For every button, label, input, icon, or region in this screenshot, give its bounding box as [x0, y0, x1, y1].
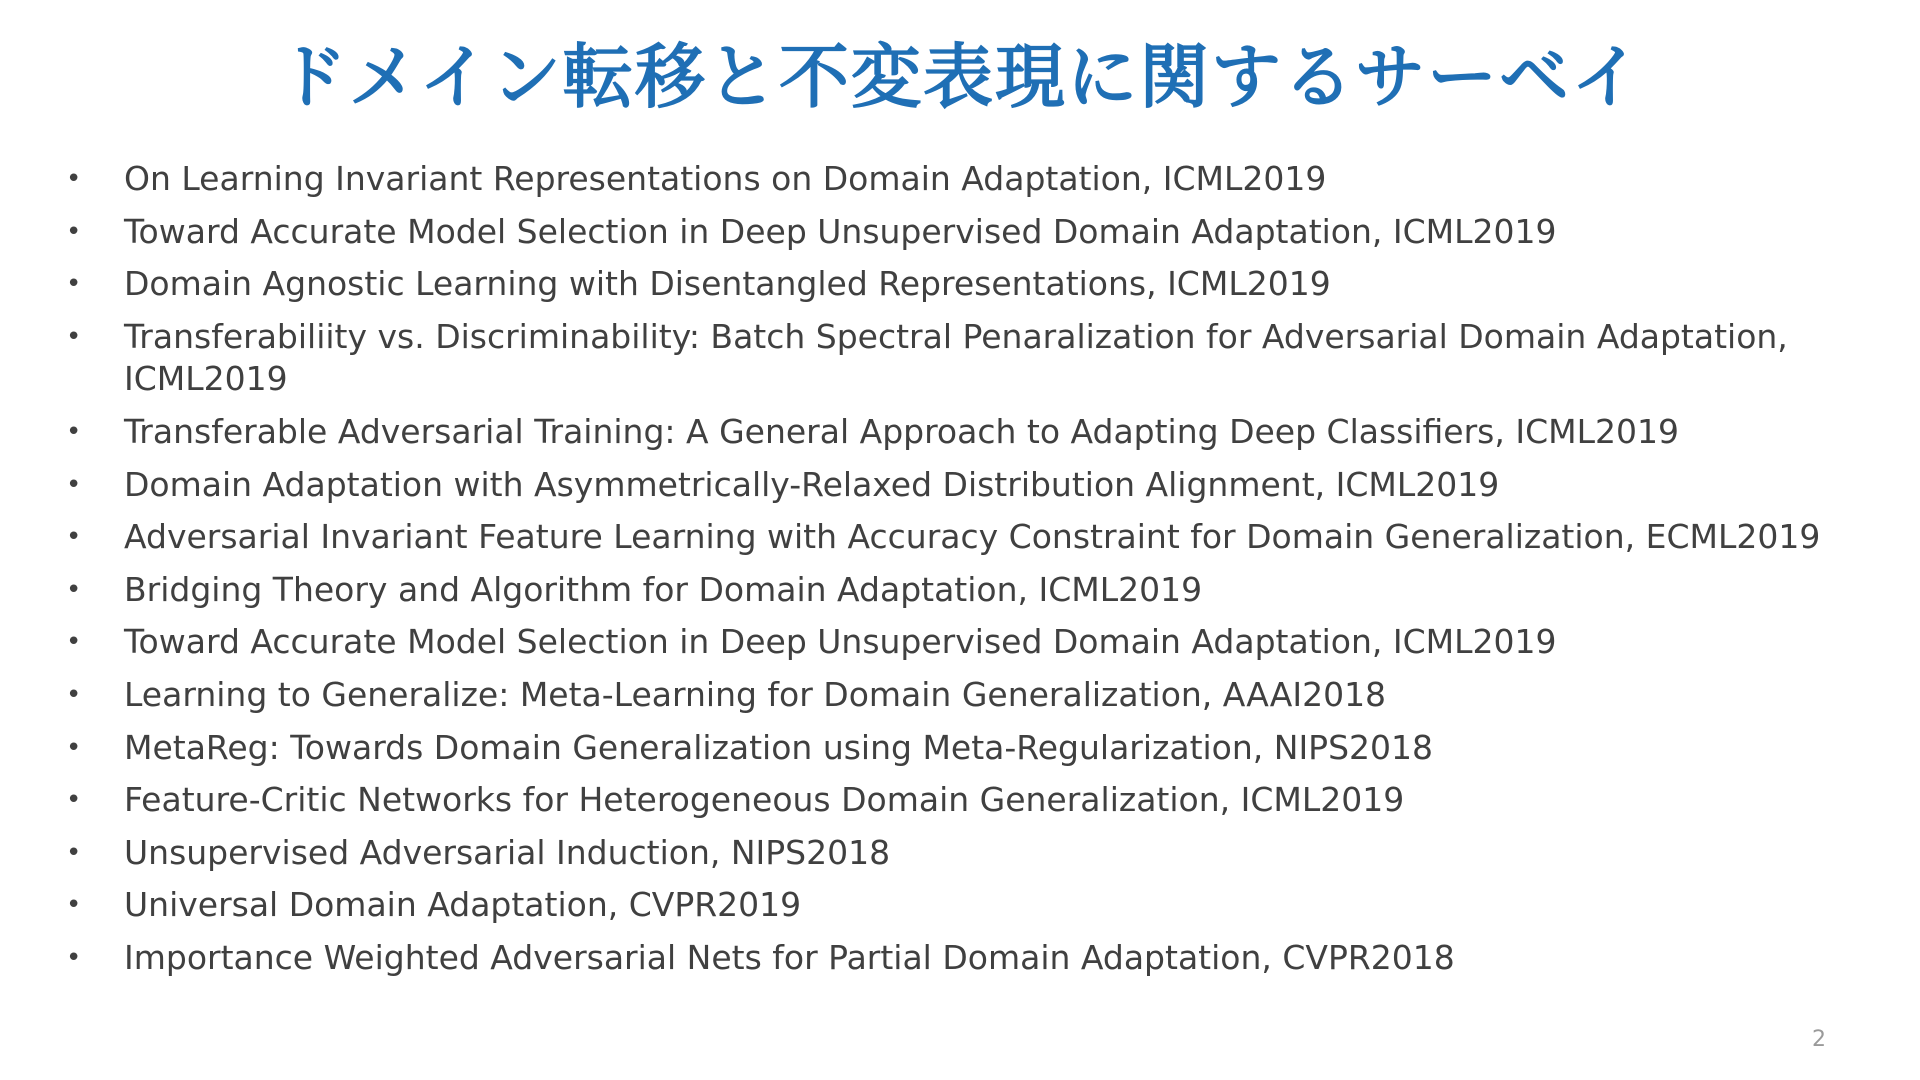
page-number: 2 — [1812, 1027, 1826, 1052]
list-item — [66, 516, 1856, 559]
bullet-icon: • — [66, 321, 82, 352]
list-item-text: MetaReg: Towards Domain Generalization using Meta-Regularization, NIPS2018 — [124, 727, 1434, 767]
list-item — [66, 832, 1856, 875]
list-item — [66, 937, 1856, 980]
list-item-text: Learning to Generalize: Meta-Learning for Domain Generalization, AAAI2018 — [124, 675, 1387, 715]
list-item-text: Importance Weighted Adversarial Nets for Partial Domain Adaptation, CVPR2018 — [124, 938, 1455, 978]
bullet-icon: • — [66, 785, 82, 816]
list-item — [66, 621, 1856, 664]
bullet-icon: • — [66, 269, 82, 300]
bullet-icon: • — [66, 417, 82, 448]
bullet-icon: • — [66, 216, 82, 247]
bullet-icon: • — [66, 627, 82, 658]
list-item-text: Domain Adaptation with Asymmetrically-Relaxed Distribution Alignment, ICML2019 — [124, 464, 1500, 504]
list-item — [66, 411, 1856, 454]
list-item — [66, 211, 1856, 254]
reference-list — [66, 158, 1856, 990]
list-item-text: Feature-Critic Networks for Heterogeneous Domain Generalization, ICML2019 — [124, 780, 1405, 820]
list-item — [66, 569, 1856, 612]
list-item-text: Bridging Theory and Algorithm for Domain Adaptation, ICML2019 — [124, 569, 1203, 609]
list-item — [66, 263, 1856, 306]
list-item-text: Toward Accurate Model Selection in Deep Unsupervised Domain Adaptation, ICML2019 — [124, 211, 1557, 251]
bullet-icon: • — [66, 943, 82, 974]
list-item-text: Unsupervised Adversarial Induction, NIPS2018 — [124, 832, 891, 872]
list-item — [66, 779, 1856, 822]
bullet-icon: • — [66, 837, 82, 868]
bullet-icon: • — [66, 164, 82, 194]
bullet-icon: • — [66, 680, 82, 711]
list-item-text: Toward Accurate Model Selection in Deep Unsupervised Domain Adaptation, ICML2019 — [124, 622, 1557, 662]
list-item — [66, 727, 1856, 770]
bullet-icon: • — [66, 469, 82, 500]
list-item-text: Adversarial Invariant Feature Learning with Accuracy Constraint for Domain Generalization, ECML2019 — [124, 517, 1821, 557]
slide-title: ドメイン転移と不変表現に関するサーベイ — [277, 36, 1643, 118]
list-item — [66, 674, 1856, 717]
list-item — [66, 464, 1856, 507]
bullet-icon: • — [66, 890, 82, 921]
bullet-icon: • — [66, 574, 82, 605]
list-item-text: Domain Agnostic Learning with Disentangled Representations, ICML2019 — [124, 264, 1331, 304]
list-item-text: Transferabiliity vs. Discriminability: Batch Spectral Penaralization for Adversarial Domain Adaptation, ICML2019 — [124, 316, 1788, 399]
bullet-icon: • — [66, 522, 82, 553]
list-item — [66, 158, 1856, 201]
list-item — [66, 884, 1856, 927]
list-item-text: Universal Domain Adaptation, CVPR2019 — [124, 885, 802, 925]
list-item-text: On Learning Invariant Representations on Domain Adaptation, ICML2019 — [124, 159, 1327, 198]
list-item-text: Transferable Adversarial Training: A General Approach to Adapting Deep Classifiers, ICML2019 — [124, 412, 1679, 452]
bullet-icon: • — [66, 732, 82, 763]
list-item — [66, 316, 1856, 401]
